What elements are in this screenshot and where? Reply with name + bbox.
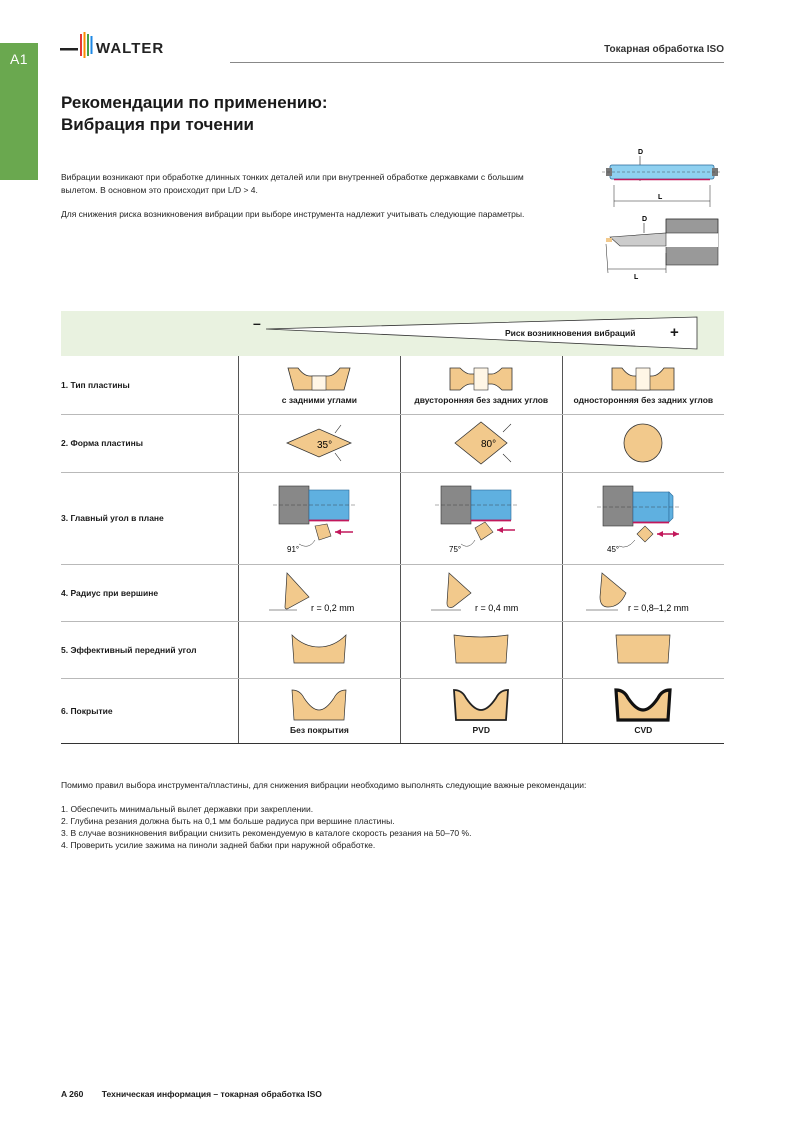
header-section-title: Токарная обработка ISO bbox=[604, 44, 724, 55]
insert-double-sided-icon bbox=[446, 364, 516, 394]
row-label: 3. Главный угол в плане bbox=[61, 472, 239, 564]
recommendations-list bbox=[61, 803, 724, 851]
rake-angle-cell bbox=[400, 621, 562, 678]
radius-label: r = 0,4 mm bbox=[475, 602, 519, 613]
nose-radius-cell bbox=[562, 564, 724, 621]
insert-single-sided-icon bbox=[608, 364, 678, 394]
angle-label: 75° bbox=[449, 545, 462, 554]
page-title bbox=[61, 92, 328, 136]
page-title-line2: Вибрация при точении bbox=[61, 115, 254, 134]
row-label: 5. Эффективный передний угол bbox=[61, 621, 239, 678]
rake-angle-cell bbox=[239, 621, 401, 678]
uncoated-insert-icon bbox=[284, 686, 354, 724]
insert-shape-cell bbox=[400, 414, 562, 472]
insert-type-cell bbox=[239, 356, 401, 414]
intro-paragraph-1: Вибрации возникают при обработке длинных тонких деталей или при внутренней обработке державками с большим вылетом. В основном это происходит при L/D > 4. bbox=[61, 172, 524, 195]
coating-caption: CVD bbox=[634, 725, 653, 735]
row-label: 6. Покрытие bbox=[61, 678, 239, 743]
risk-plus: + bbox=[670, 324, 679, 341]
list-item: 3. В случае возникновения вибрации снизить рекомендуемую в каталоге скорость резания на 50–70 %. bbox=[61, 828, 472, 838]
header-rule bbox=[230, 62, 724, 63]
insert-positive-icon bbox=[284, 364, 354, 394]
approach-angle-cell bbox=[239, 472, 401, 564]
recommendation-table bbox=[61, 356, 724, 744]
pvd-insert-icon bbox=[446, 686, 516, 724]
risk-minus: – bbox=[253, 315, 261, 331]
section-tab-label: A1 bbox=[9, 51, 29, 67]
radius-label: r = 0,2 mm bbox=[311, 602, 355, 613]
radius-label: r = 0,8–1,2 mm bbox=[628, 602, 690, 613]
page-footer-title: Техническая информация – токарная обработка ISO bbox=[101, 1089, 322, 1099]
nose-radius-cell bbox=[400, 564, 562, 621]
row-label: 4. Радиус при вершине bbox=[61, 564, 239, 621]
page-number: A 260 bbox=[61, 1089, 84, 1099]
approach-angle-91-icon bbox=[269, 478, 369, 558]
l-label: L bbox=[658, 194, 663, 201]
row-label: 2. Форма пластины bbox=[61, 414, 239, 472]
insert-type-caption: односторонняя без задних углов bbox=[573, 395, 714, 406]
d-label-2: D bbox=[642, 216, 648, 223]
angle-label: 35° bbox=[317, 440, 333, 451]
recommendations-intro: Помимо правил выбора инструмента/пластины, для снижения вибрации необходимо выполнять следующие важные рекомендации: bbox=[61, 780, 587, 790]
table-row bbox=[61, 678, 724, 743]
coating-caption: PVD bbox=[472, 725, 490, 735]
cvd-insert-icon bbox=[608, 686, 678, 724]
insert-shape-cell bbox=[562, 414, 724, 472]
table-row bbox=[61, 356, 724, 414]
angle-label: 91° bbox=[287, 545, 300, 554]
intro-text bbox=[61, 171, 551, 233]
table-row bbox=[61, 414, 724, 472]
rake-positive-icon bbox=[284, 629, 354, 669]
table-row bbox=[61, 472, 724, 564]
insert-type-cell bbox=[562, 356, 724, 414]
round-insert-icon bbox=[618, 418, 668, 468]
nose-radius-large-icon bbox=[578, 569, 708, 617]
approach-angle-cell bbox=[562, 472, 724, 564]
d-label: D bbox=[638, 149, 644, 156]
external-turning-diagram bbox=[598, 145, 723, 209]
list-item: 4. Проверить усилие зажима на пиноли задней бабки при наружной обработке. bbox=[61, 840, 376, 850]
recommendations bbox=[61, 779, 724, 851]
rake-neutral-icon bbox=[446, 629, 516, 669]
approach-angle-45-icon bbox=[593, 478, 693, 558]
angle-label: 45° bbox=[607, 545, 620, 554]
nose-radius-cell bbox=[239, 564, 401, 621]
risk-label: Риск возникновения вибраций bbox=[505, 328, 636, 338]
rake-angle-cell bbox=[562, 621, 724, 678]
page-footer bbox=[61, 1089, 322, 1099]
nose-radius-small-icon bbox=[259, 569, 379, 617]
nose-radius-medium-icon bbox=[421, 569, 541, 617]
intro-paragraph-2: Для снижения риска возникновения вибрации при выборе инструмента надлежит учитывать следующие параметры. bbox=[61, 209, 525, 219]
rhombic-35-insert-icon bbox=[279, 421, 359, 465]
rhombic-80-insert-icon bbox=[441, 418, 521, 468]
insert-type-caption: двусторонняя без задних углов bbox=[414, 395, 549, 406]
approach-angle-75-icon bbox=[431, 478, 531, 558]
walter-logo bbox=[60, 30, 200, 64]
l-label-2: L bbox=[634, 274, 639, 281]
table-row bbox=[61, 564, 724, 621]
rake-flat-icon bbox=[608, 629, 678, 669]
insert-type-cell bbox=[400, 356, 562, 414]
vibration-risk-band bbox=[61, 311, 724, 356]
list-item: 1. Обеспечить минимальный вылет державки при закреплении. bbox=[61, 804, 314, 814]
coating-cell bbox=[400, 678, 562, 743]
page-title-line1: Рекомендации по применению: bbox=[61, 93, 328, 112]
coating-cell bbox=[562, 678, 724, 743]
table-row bbox=[61, 621, 724, 678]
insert-type-caption: с задними углами bbox=[281, 395, 358, 406]
insert-shape-cell bbox=[239, 414, 401, 472]
boring-diagram bbox=[598, 213, 723, 285]
approach-angle-cell bbox=[400, 472, 562, 564]
brand-text: WALTER bbox=[96, 40, 165, 57]
row-label: 1. Тип пластины bbox=[61, 356, 239, 414]
coating-cell bbox=[239, 678, 401, 743]
angle-label: 80° bbox=[481, 439, 497, 450]
list-item: 2. Глубина резания должна быть на 0,1 мм больше радиуса при вершине пластины. bbox=[61, 816, 395, 826]
section-tab bbox=[0, 43, 38, 180]
coating-caption: Без покрытия bbox=[290, 725, 349, 735]
